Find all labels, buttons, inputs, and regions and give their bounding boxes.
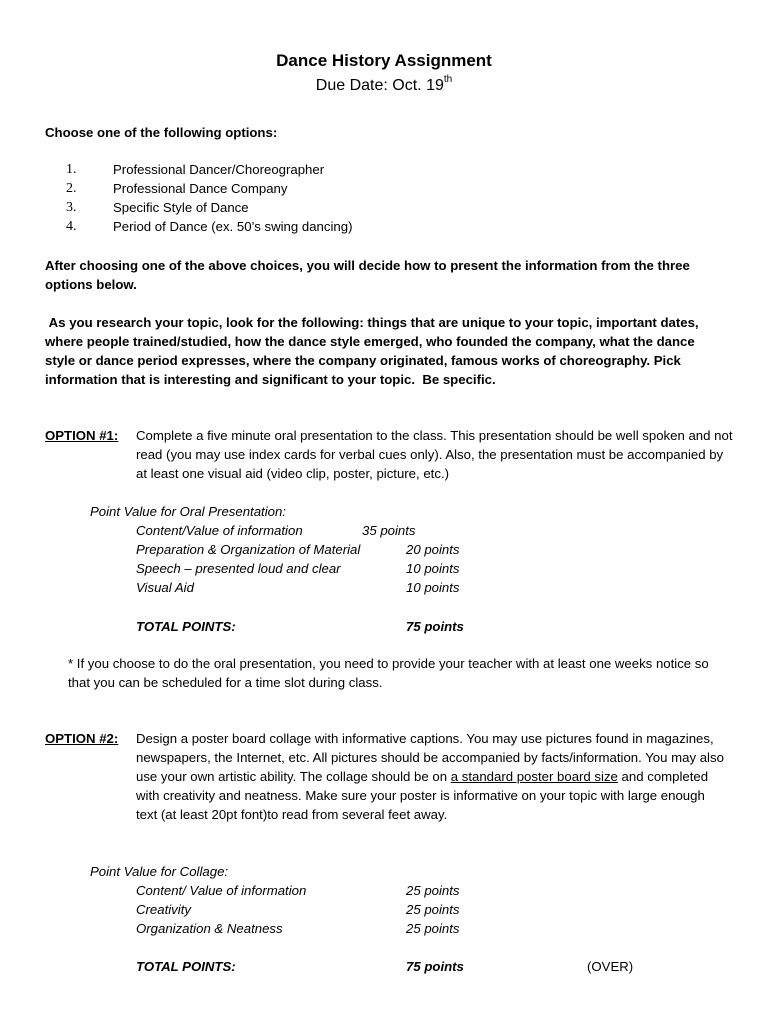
option-1-row-value: 35 points xyxy=(362,523,416,538)
option-2-row-label: Content/ Value of information xyxy=(136,883,307,898)
option-1-note: * If you choose to do the oral presentation, you need to provide your teacher with at least one weeks notice so that you can be scheduled for a time slot during class. xyxy=(68,656,709,690)
list-label: Professional Dancer/Choreographer xyxy=(113,162,325,177)
option-2-points-label: Point Value for Collage: xyxy=(90,864,229,879)
option-1-total-value: 75 points xyxy=(406,619,464,634)
due-date-label: Due Date: Oct. 19 xyxy=(315,77,444,94)
list-number: 2. xyxy=(66,181,77,196)
option-2-description xyxy=(136,729,726,824)
option-1-description: Complete a five minute oral presentation to the class. This presentation should be well spoken and not read (you may use index cards for verbal cues only). Also, the presentation must be accompanied by at least one visual aid (video clip, poster, picture, etc.) xyxy=(136,428,733,481)
choose-heading: Choose one of the following options: xyxy=(45,125,278,140)
over-marker: (OVER) xyxy=(587,959,634,974)
option-1-row-value: 10 points xyxy=(406,580,460,595)
list-number: 3. xyxy=(66,200,77,215)
option-2-description-a: Design a poster board collage with informative captions. You may use pictures found in magazines, newspapers, the Internet, etc. All pictures should be accompanied by facts/information. You may also use your own artistic ability. The collage should be on xyxy=(136,731,724,784)
option-2-total-label: TOTAL POINTS: xyxy=(136,959,236,974)
option-2-row-label: Creativity xyxy=(136,902,191,917)
option-2-row-value: 25 points xyxy=(406,883,460,898)
option-2-heading-text: OPTION #2 xyxy=(45,731,114,746)
option-2-total-value: 75 points xyxy=(406,959,464,974)
list-item xyxy=(66,179,352,198)
option-2-row-value: 25 points xyxy=(406,921,460,936)
due-date xyxy=(0,75,768,97)
list-item xyxy=(66,198,352,217)
option-1-row-label: Visual Aid xyxy=(136,580,194,595)
option-2-heading xyxy=(45,729,118,748)
option-1-row-label: Speech – presented loud and clear xyxy=(136,561,341,576)
after-choosing-paragraph: After choosing one of the above choices, you will decide how to present the information from the three options below. xyxy=(45,258,690,292)
option-1-row-label: Preparation & Organization of Material xyxy=(136,542,361,557)
option-1-points-label: Point Value for Oral Presentation: xyxy=(90,504,286,519)
option-2-row-label: Organization & Neatness xyxy=(136,921,283,936)
list-label: Specific Style of Dance xyxy=(113,200,249,215)
option-1-row-value: 20 points xyxy=(406,542,460,557)
due-date-suffix: th xyxy=(443,73,453,85)
list-item xyxy=(66,160,352,179)
option-2-description-underlined: a standard poster board size xyxy=(450,769,618,784)
option-1-row-value: 10 points xyxy=(406,561,460,576)
list-label: Period of Dance (ex. 50’s swing dancing) xyxy=(113,219,353,234)
option-2-heading-colon: : xyxy=(113,731,119,746)
page-title: Dance History Assignment xyxy=(276,51,492,70)
research-paragraph: As you research your topic, look for the following: things that are unique to your topic, important dates, where people trained/studied, how the dance style emerged, who founded the company, what the dance style or dance period expresses, where the company originated, famous works of choreography. Pick information that is interesting and significant to your topic. Be specific. xyxy=(45,315,703,387)
option-1-row-label: Content/Value of information xyxy=(136,523,303,538)
list-item xyxy=(66,217,352,236)
options-list xyxy=(66,160,352,236)
list-number: 4. xyxy=(66,219,77,234)
list-label: Professional Dance Company xyxy=(113,181,288,196)
option-2-description-b: and completed with creativity and neatness. Make sure your poster is informative on your topic with large enough text (at least 20pt font)to read from several feet away. xyxy=(136,769,709,822)
option-1-total-label: TOTAL POINTS: xyxy=(136,619,236,634)
option-2-row-value: 25 points xyxy=(406,902,460,917)
option-1-heading: OPTION #1: xyxy=(45,428,119,443)
list-number: 1. xyxy=(66,162,77,177)
